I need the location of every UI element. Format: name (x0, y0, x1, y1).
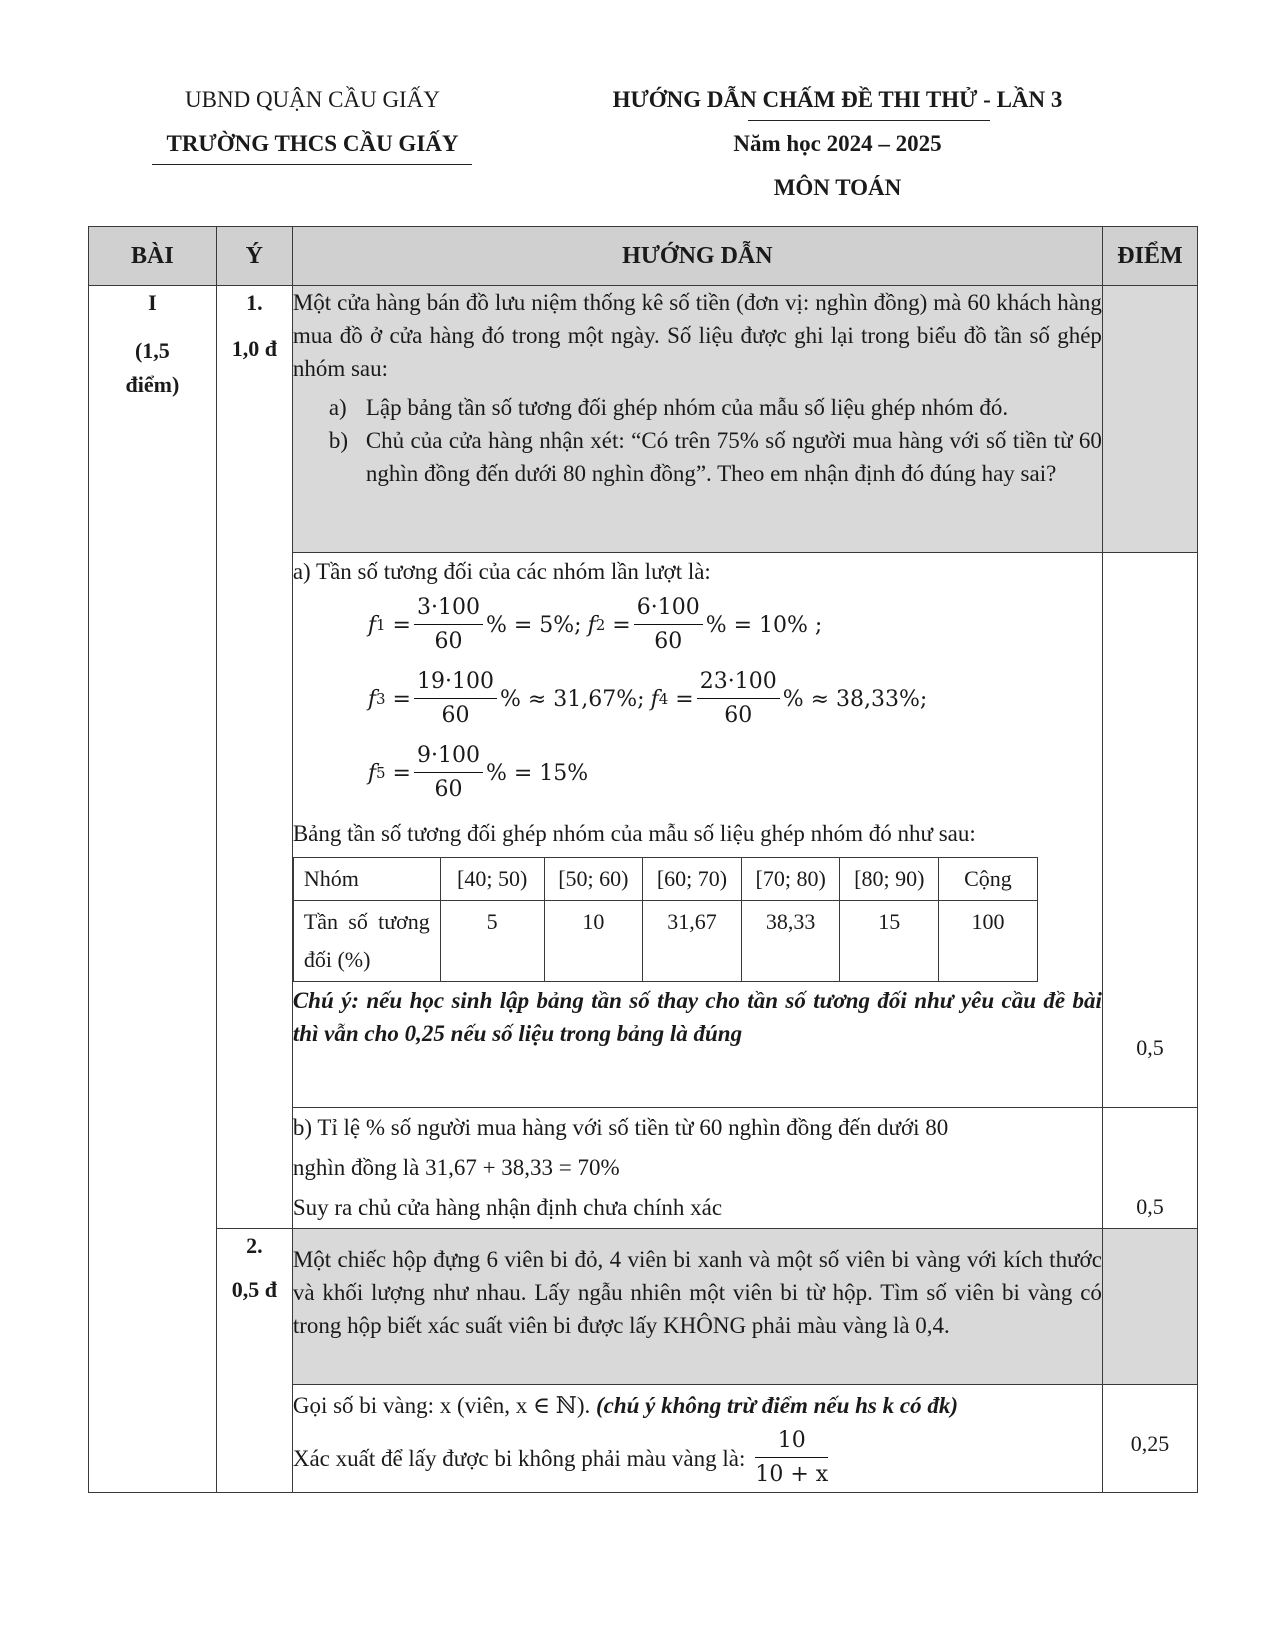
formula-line-1: f 1 = $\frac{3\cdot 100}{60}$ % = 5%; f 2 = $\frac{6\cdot 100}{60}$ % = 10% ; (293, 588, 1102, 662)
table-intro: Bảng tần số tương đối ghép nhóm của mẫu số liệu ghép nhóm đó như sau: (292, 821, 976, 846)
freq-value: 15 (840, 901, 939, 982)
doc-title-underline (748, 120, 990, 121)
f4-num: 23·100 (697, 666, 780, 699)
q2-problem-text: Một chiếc hộp đựng 6 viên bi đỏ, 4 viên bi xanh và một số viên bi vàng với kích thước và khối lượng như nhau. Lấy ngẫu nhiên một viên bi từ hộp. Tìm số viên bi vàng có trong hộp biết xác suất viên bi được lấy KHÔNG phải màu vàng là 0,4. (292, 1247, 1102, 1338)
f4-symbol: f (650, 686, 659, 712)
f4-fraction (697, 666, 780, 733)
col-y: Ý (216, 227, 292, 286)
col-diem: ĐIỂM (1102, 227, 1197, 286)
bai-label: I (148, 290, 157, 315)
q2-score: 0,25 (1102, 1385, 1197, 1493)
q1b-line2: nghìn đồng là 31,67 + 38,33 = 70% (292, 1155, 620, 1180)
q2-fraction (755, 1425, 828, 1492)
f2-num: 6·100 (634, 592, 703, 625)
doc-title: HƯỚNG DẪN CHẤM ĐỀ THI THỬ - LẦN 3 (612, 87, 1063, 112)
q1-subitem-a (329, 391, 1102, 424)
f5-den: 60 (434, 776, 463, 802)
f2-result: % = 10% ; (705, 612, 823, 638)
q1-number: 1. (246, 290, 263, 315)
f3-num: 19·100 (414, 666, 497, 699)
freq-value: 31,67 (643, 901, 742, 982)
f3-sub: 3 (375, 689, 386, 708)
f1-symbol: f (367, 612, 376, 638)
q2-problem-row (89, 1229, 1198, 1385)
q1b-score: 0,5 (1102, 1108, 1197, 1229)
q2-cell (216, 1229, 292, 1493)
freq-header: Cộng (939, 858, 1038, 901)
grading-note: Chú ý: nếu học sinh lập bảng tần số thay cho tần số tương đối như yêu cầu đề bài thì vẫn cho 0,25 nếu số liệu trong bảng là đúng (292, 988, 1102, 1046)
f3-fraction (414, 666, 497, 733)
q2-sol-line2 (293, 1425, 1102, 1492)
f2-fraction (634, 592, 703, 659)
bai-points-b: điểm) (125, 372, 180, 397)
f5-sub: 5 (375, 763, 386, 782)
grading-table (88, 226, 1198, 1493)
school-authority: UBND QUẬN CẦU GIẤY (185, 87, 440, 112)
f1-num: 3·100 (414, 592, 483, 625)
subitem-label: a) (328, 395, 347, 420)
col-bai: BÀI (89, 227, 217, 286)
freq-header: Nhóm (293, 858, 440, 901)
freq-header: [70; 80) (741, 858, 840, 901)
f2-symbol: f (587, 612, 596, 638)
f4-den: 60 (724, 702, 753, 728)
q1-subitems (293, 391, 1102, 490)
freq-value: 100 (939, 901, 1038, 982)
f5-fraction (414, 740, 483, 807)
freq-header: [50; 60) (544, 858, 643, 901)
formula-line-2: f 3 = $\frac{19\cdot 100}{60}$ % ≈ 31,67%; f 4 = $\frac{23\cdot 100}{60}$ % ≈ 38,33%; (293, 662, 1102, 736)
q2-points: 0,5 đ (231, 1277, 277, 1302)
q1-points: 1,0 đ (231, 336, 277, 361)
q2-solution (292, 1385, 1102, 1493)
f4-result: % ≈ 38,33%; (782, 686, 928, 712)
f5-symbol: f (367, 760, 376, 786)
f2-den: 60 (654, 628, 683, 654)
freq-value: 38,33 (741, 901, 840, 982)
q2-problem (292, 1229, 1102, 1385)
q1a-intro: a) Tần số tương đối của các nhóm lần lượt là: (292, 559, 711, 584)
freq-value: 5 (440, 901, 544, 982)
f1-result: % = 5%; (485, 612, 582, 638)
q1-problem-text: Một cửa hàng bán đồ lưu niệm thống kê số tiền (đơn vị: nghìn đồng) mà 60 khách hàng mua đồ ở cửa hàng đó trong một ngày. Số liệu được ghi lại trong biểu đồ tần số ghép nhóm sau: (292, 290, 1102, 381)
q1-problem-row (89, 286, 1198, 553)
q1a-solution (292, 553, 1102, 1108)
bai-i-cell (89, 286, 217, 1493)
f3-symbol: f (367, 686, 376, 712)
f3-den: 60 (441, 702, 470, 728)
q1a-score: 0,5 (1102, 553, 1197, 1108)
subject: MÔN TOÁN (773, 175, 902, 200)
q1b-solution (292, 1108, 1102, 1229)
f1-sub: 1 (375, 615, 386, 634)
freq-header: [80; 90) (840, 858, 939, 901)
bai-points-a: (1,5 (134, 338, 170, 363)
q1-problem (292, 286, 1102, 553)
table-header-row (89, 227, 1198, 286)
q2-frac-num: 10 (755, 1425, 828, 1458)
q1-problem-score (1102, 286, 1197, 553)
q1-cell (216, 286, 292, 1229)
f1-den: 60 (434, 628, 463, 654)
subitem-label: b) (328, 428, 348, 453)
freq-header-row (293, 858, 1037, 901)
formula-line-3: f 5 = $\frac{9\cdot 100}{60}$ % = 15% (293, 736, 1102, 810)
school-name: TRƯỜNG THCS CẦU GIẤY (166, 131, 459, 156)
f2-sub: 2 (595, 615, 606, 634)
q2-sol-note: (chú ý không trừ điểm nếu hs k có đk) (595, 1393, 958, 1418)
school-name-underline (152, 164, 472, 165)
f1-fraction (414, 592, 483, 659)
q2-frac-den: 10 + x (755, 1462, 829, 1487)
f4-sub: 4 (658, 689, 669, 708)
subitem-text: Lập bảng tần số tương đối ghép nhóm của mẫu số liệu ghép nhóm đó. (365, 395, 1009, 420)
subitem-text: Chủ của cửa hàng nhận xét: “Có trên 75% số người mua hàng với số tiền từ 60 nghìn đồng đến dưới 80 nghìn đồng”. Theo em nhận định đó đúng hay sai? (365, 428, 1102, 486)
f5-num: 9·100 (414, 740, 483, 773)
q1b-line1: b) Tỉ lệ % số người mua hàng với số tiền từ 60 nghìn đồng đến dưới 80 (292, 1115, 949, 1140)
freq-value-row (293, 901, 1037, 982)
freq-header: [60; 70) (643, 858, 742, 901)
q1-subitem-b (329, 424, 1102, 490)
school-year: Năm học 2024 – 2025 (733, 131, 942, 156)
freq-value: 10 (544, 901, 643, 982)
frequency-table (293, 857, 1038, 982)
q2-problem-score (1102, 1229, 1197, 1385)
col-huong-dan: HƯỚNG DẪN (292, 227, 1102, 286)
f5-result: % = 15% (485, 760, 589, 786)
q1b-line3: Suy ra chủ cửa hàng nhận định chưa chính xác (292, 1195, 723, 1220)
freq-header: [40; 50) (440, 858, 544, 901)
q2-number: 2. (246, 1233, 263, 1258)
q2-sol-line1 (293, 1387, 1102, 1425)
f3-result: % ≈ 31,67%; (499, 686, 645, 712)
q2-sol-text2: Xác xuất để lấy được bi không phải màu vàng là: (292, 1446, 746, 1471)
freq-row-label: Tần số tương đối (%) (293, 901, 440, 982)
q2-sol-text: Gọi số bi vàng: x (viên, x ∈ ℕ). (292, 1393, 591, 1418)
